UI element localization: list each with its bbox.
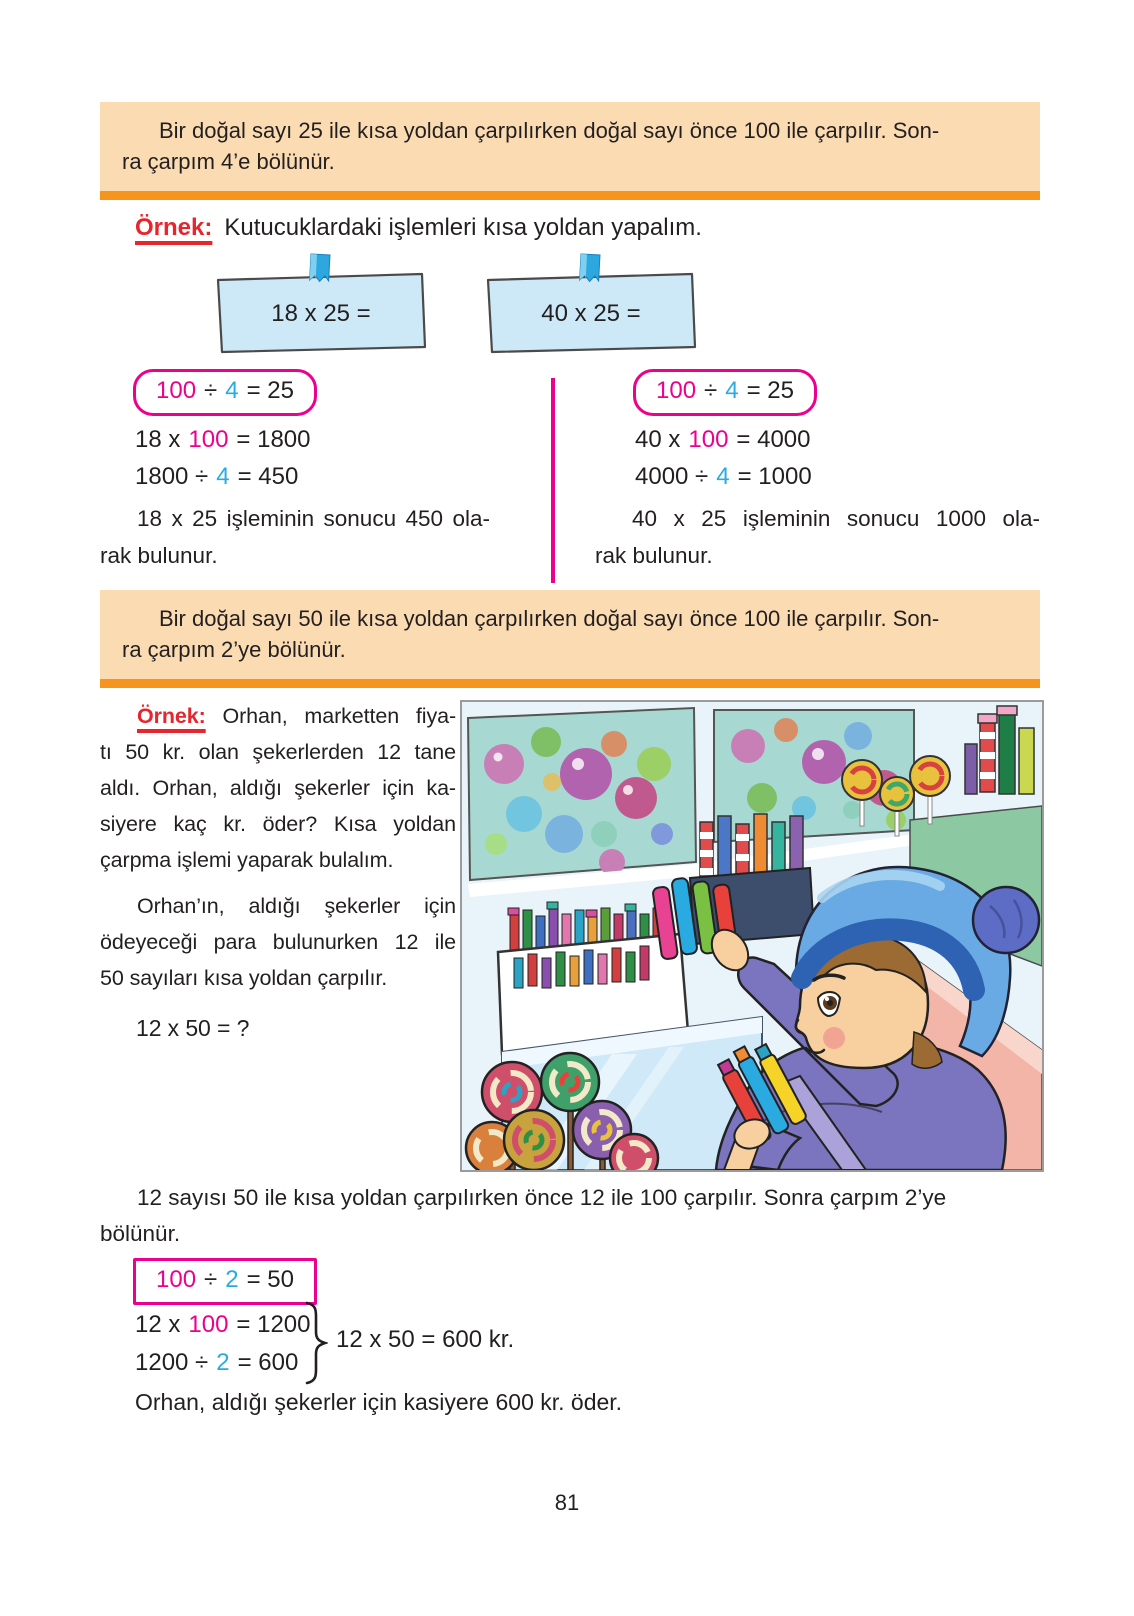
eq-part: 1200 ÷: [135, 1349, 209, 1376]
eq-highlight-4: 4: [216, 463, 230, 490]
eq-highlight-4: 4: [725, 377, 739, 404]
rule-equation-final: [133, 1258, 317, 1305]
eq-part: = 1000: [737, 463, 812, 490]
brace-icon: [304, 1301, 328, 1390]
para2-l3: 50 sayıları kısa yoldan çarpılır.: [100, 966, 388, 990]
eq-part: = 600: [237, 1349, 299, 1376]
eq-part: = 1800: [236, 426, 311, 453]
eq-part: = 1200: [236, 1311, 311, 1338]
eq-highlight-100: 100: [156, 1266, 197, 1293]
eq-highlight-100: 100: [188, 426, 229, 453]
eq-part: 18 x: [135, 426, 181, 453]
rule-box-50-line2: ra çarpım 2’ye bölünür.: [122, 637, 346, 662]
eq-highlight-2: 2: [225, 1266, 239, 1293]
eq-part: 12 x: [135, 1311, 181, 1338]
para1-l4: siyere kaç kr. öder? Kısa yoldan: [100, 812, 456, 836]
right-conclusion: [595, 500, 1040, 574]
eq-part: = 450: [237, 463, 299, 490]
para1-l2: tı 50 kr. olan şekerlerden 12 tane: [100, 740, 456, 764]
para2-l1: Orhan’ın, aldığı şekerler için: [137, 894, 456, 918]
sticky-note-left: [210, 252, 432, 354]
example2-question: 12 x 50 = ?: [136, 1015, 250, 1041]
example2-conclusion: Orhan, aldığı şekerler için kasiyere 600 kr. öder.: [135, 1389, 623, 1415]
right-conclusion-line1: 40 x 25 işleminin sonucu 1000 ola-: [632, 506, 1040, 531]
eq-operator: ÷: [204, 1266, 218, 1293]
example1-intro: Kutucuklardaki işlemleri kısa yoldan yapalım.: [224, 214, 702, 241]
eq-operator: ÷: [704, 377, 718, 404]
note-right-text: 40 x 25 =: [541, 300, 641, 327]
eq-part: = 4000: [736, 426, 811, 453]
tape-icon: [310, 254, 330, 282]
para2-l2: ödeyeceği para bulunurken 12 ile: [100, 930, 456, 954]
rule-equation-right: [633, 369, 817, 416]
right-conclusion-line2: rak bulunur.: [595, 543, 713, 568]
page-number: 81: [554, 1490, 580, 1515]
rule-box-50: [100, 590, 1040, 688]
eq-highlight-2: 2: [216, 1349, 230, 1376]
left-step2: [135, 463, 298, 491]
para1-l1: Orhan, marketten fiya-: [222, 704, 457, 728]
example1-heading: [135, 214, 702, 242]
eq-part: 4000 ÷: [635, 463, 709, 490]
eq-highlight-100: 100: [688, 426, 729, 453]
example2-para3: [100, 1180, 1000, 1252]
rule-box-25-line1: Bir doğal sayı 25 ile kısa yoldan çarpılırken doğal sayı önce 100 ile çarpılır. Son-: [159, 118, 940, 143]
example2-para1-line1: [100, 698, 456, 734]
final-step1: [135, 1311, 311, 1339]
eq-highlight-100: 100: [656, 377, 697, 404]
brace-result: 12 x 50 = 600 kr.: [336, 1326, 515, 1353]
rule-box-25: [100, 102, 1040, 200]
pompom: [973, 887, 1039, 953]
eq-highlight-4: 4: [225, 377, 239, 404]
left-conclusion-line1: 18 x 25 işleminin sonucu 450 ola-: [137, 506, 490, 531]
sticky-note-right: [480, 252, 702, 354]
para3-line2: bölünür.: [100, 1221, 181, 1246]
gumball-window-middle: [714, 710, 914, 842]
column-divider: [551, 378, 555, 583]
left-conclusion-line2: rak bulunur.: [100, 543, 218, 568]
para3-line1: 12 sayısı 50 ile kısa yoldan çarpılırken önce 12 ile 100 çarpılır. Sonra çarpım 2’ye: [137, 1185, 947, 1210]
para1-l5: çarpma işlemi yaparak bulalım.: [100, 848, 394, 872]
eq-result: = 25: [246, 377, 294, 404]
eq-result: = 25: [746, 377, 794, 404]
eq-result: = 50: [246, 1266, 294, 1293]
rule-equation-left: [133, 369, 317, 416]
example1-label: Örnek:: [135, 214, 213, 241]
left-conclusion: [100, 500, 490, 574]
final-step2: [135, 1349, 298, 1377]
rule-box-50-line1: Bir doğal sayı 50 ile kısa yoldan çarpılırken doğal sayı önce 100 ile çarpılır. Son-: [159, 606, 940, 631]
note-left-text: 18 x 25 =: [271, 300, 371, 327]
gumball-window-left: [468, 708, 696, 880]
para1-l3: aldı. Orhan, aldığı şekerler için ka-: [100, 776, 456, 800]
example2-label: Örnek:: [137, 704, 206, 728]
example2-text: [100, 698, 456, 1046]
tape-icon: [580, 254, 600, 282]
right-step2: [635, 463, 812, 491]
eq-operator: ÷: [204, 377, 218, 404]
eq-part: 40 x: [635, 426, 681, 453]
right-step1: [635, 426, 811, 454]
rule-box-25-line2: ra çarpım 4’e bölünür.: [122, 149, 335, 174]
eq-part: 1800 ÷: [135, 463, 209, 490]
candy-shop-illustration: [460, 700, 1044, 1172]
eq-highlight-100: 100: [188, 1311, 229, 1338]
eq-highlight-4: 4: [716, 463, 730, 490]
eq-highlight-100: 100: [156, 377, 197, 404]
left-step1: [135, 426, 311, 454]
